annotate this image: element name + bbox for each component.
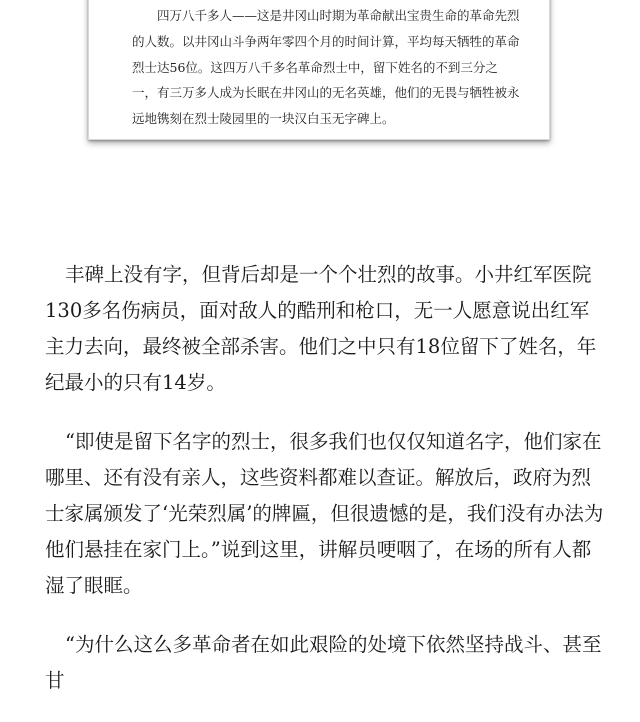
article-paragraph-2: “即使是留下名字的烈士，很多我们也仅仅知道名字，他们家在哪里、还有没有亲人，这些资料都难以查证。解放后，政府为烈士家属颁发了‘光荣烈属’的牌匾，但很遗憾的是，我们没有办法为他们悬挂在家门上。”说到这里，讲解员哽咽了，在场的所有人都湿了眼眶。 [45,430,604,597]
quote-card-paragraph: 四万八千多人——这是井冈山时期为革命献出宝贵生命的革命先烈的人数。以井冈山斗争两年零四个月的时间计算，平均每天牺牲的革命烈士达56位。这四万八千多名革命烈士中，留下姓名的不到三分之一，有三万多人成为长眠在井冈山的无名英雄，他们的无畏与牺牲被永远地镌刻在烈士陵园里的一块汉白玉无字碑上。 [132,8,520,127]
article-paragraph-1: 丰碑上没有字，但背后却是一个个壮烈的故事。小井红军医院130多名伤病员，面对敌人的酷刑和枪口，无一人愿意说出红军主力去向，最终被全部杀害。他们之中只有18位留下了姓名，年纪最小的只有14岁。 [45,263,597,394]
quote-card-text [132,3,522,132]
article-paragraph-3: “为什么这么多革命者在如此艰险的处境下依然坚持战斗、甚至甘 [45,633,602,692]
article-body [45,257,605,722]
